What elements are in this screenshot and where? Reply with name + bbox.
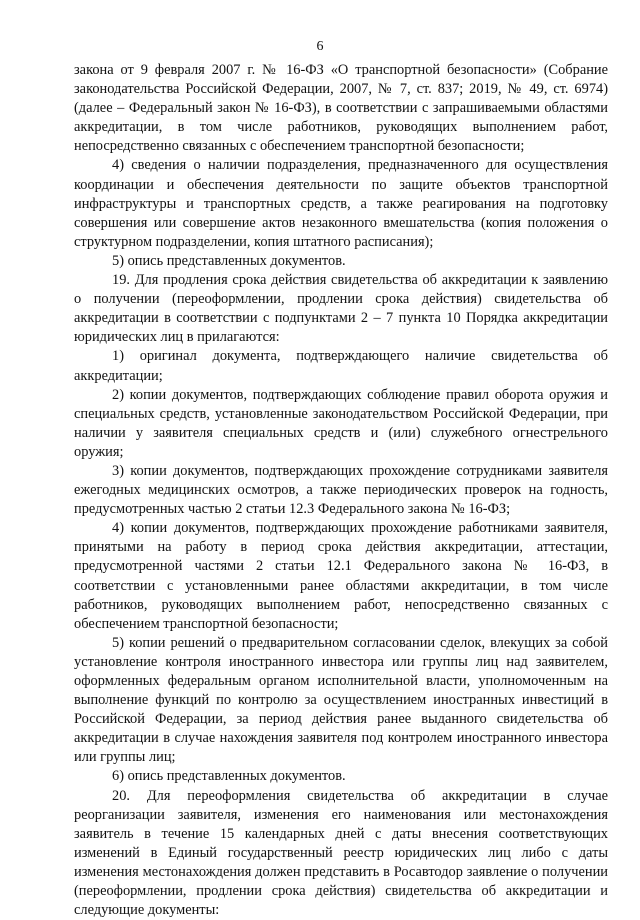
document-body [74,61,608,920]
paragraph-clause-19-item-2: 2) копии документов, подтверждающих соблюдение правил оборота оружия и специальных средств, установленные законодательством Российской Федерации, при наличии у заявителя специальных средств и (или) служебного огнестрельного оружия; [74,386,608,460]
page-number: 6 [316,39,324,54]
paragraph-clause-19: 19. Для продления срока действия свидетельства об аккредитации к заявлению о получении (переоформлении, продлении срока действия) свидетельства об аккредитации в соответствии с подпунктами 2 – 7 пункта 10 Порядка аккредитации юридических лиц в прилагаются: [74,272,608,346]
paragraph-clause-19-item-3: 3) копии документов, подтверждающих прохождение сотрудниками заявителя ежегодных медицинских осмотров, а также периодических проверок на годность, предусмотренных частью 2 статьи 12.3 Федерального закона № 16-ФЗ; [74,462,608,518]
paragraph-clause-19-item-5: 5) копии решений о предварительном согласовании сделок, влекущих за собой установление контроля иностранного инвестора или группы лиц над заявителем, оформленных федеральным органом исполнительной власти, уполномоченным на выполнение функций по контролю за осуществлением иностранных инвестиций в Российской Федерации, за период действия ранее выданного свидетельства об аккредитации в случае нахождения заявителя под контролем иностранного инвестора или группы лиц; [74,634,608,766]
paragraph-clause-19-item-4: 4) копии документов, подтверждающих прохождение работниками заявителя, принятыми на работу в период срока действия аккредитации, аттестации, предусмотренной частями 2 статьи 12.1 Федерального закона № 16-ФЗ, в соответствии с установленными ранее областями аккредитации, в том числе работников, руководящих выполнением работ, непосредственно связанных с обеспечением транспортной безопасности; [74,520,608,632]
paragraph-clause-19-item-6: 6) опись представленных документов. [112,768,346,785]
paragraph-item-5: 5) опись представленных документов. [112,252,346,269]
paragraph-item-4: 4) сведения о наличии подразделения, предназначенного для осуществления координации и обеспечения деятельности по защите объектов транспортной инфраструктуры и транспортных средств, а также реагирования на подготовку совершения или совершение актов незаконного вмешательства (копия положения о структурном подразделении, копия штатного расписания); [74,157,608,250]
paragraph-clause-19-item-1: 1) оригинал документа, подтверждающего наличие свидетельства об аккредитации; [74,348,608,384]
paragraph-continuation: закона от 9 февраля 2007 г. № 16-ФЗ «О транспортной безопасности» (Собрание законодательства Российской Федерации, 2007, № 7, ст. 837; 2019, № 49, ст. 6974) (далее – Федеральный закон № 16-ФЗ), в соответствии с запрашиваемыми областями аккредитации, в том числе работников, руководящих выполнением работ, непосредственно связанных с обеспечением транспортной безопасности; [74,62,608,155]
paragraph-clause-20: 20. Для переоформления свидетельства об аккредитации в случае реорганизации заявителя, изменения его наименования или местонахождения заявитель в течение 15 календарных дней с даты внесения соответствующих изменений в Единый государственный реестр юридических лиц либо с даты изменения местонахождения должен представить в Росавтодор заявление о получении (переоформлении, продлении срока действия) свидетельства об аккредитации и следующие документы: [74,787,608,919]
